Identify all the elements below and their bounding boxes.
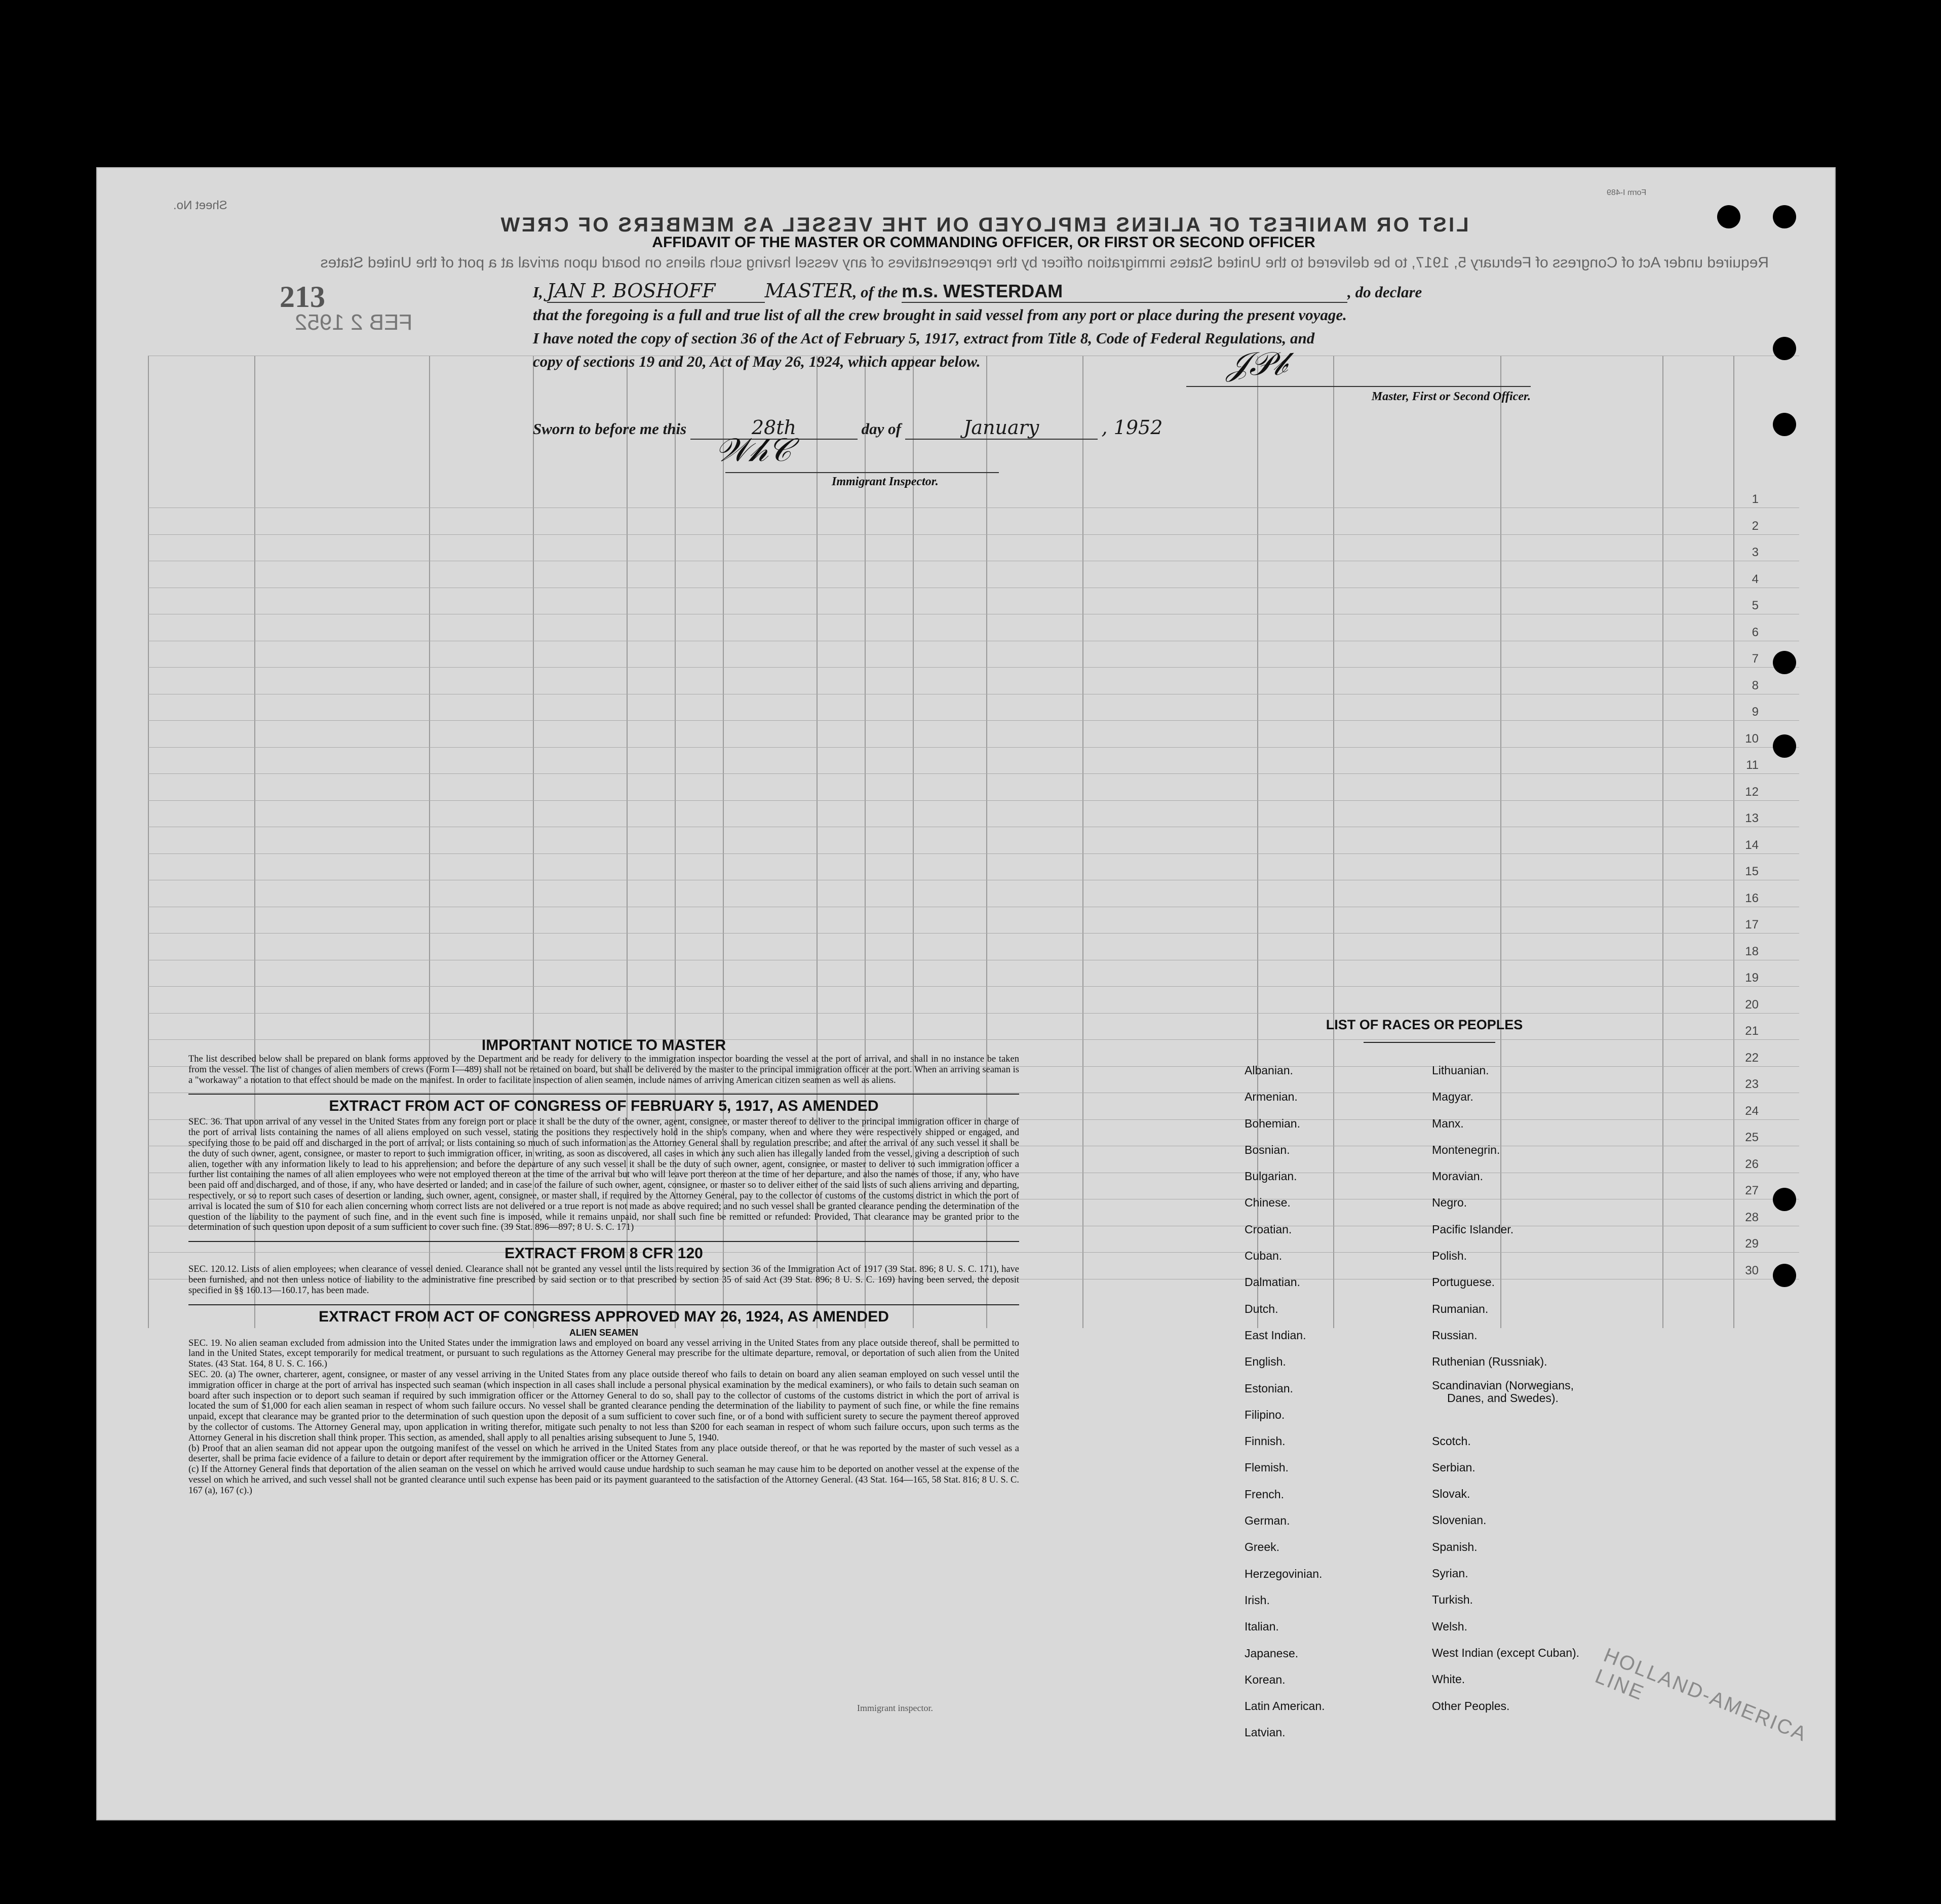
notice-body: The list described below shall be prepared on blank forms approved by the Department and be ready for delivery to the immigration inspector boarding the vessel at the port of arrival, and shall in no instance be taken from the vessel. The list of changes of alien members of crews (Form I—489) shall not be retained on board, but shall be delivered by the master to the principal immigration officer at the port. When an arriving seaman is a "workaway" a notation to that effect should be made on the manifest. In order to facilitate inspection of alien seamen, include names of arriving American citizen seamen as well as aliens. — [188, 1054, 1019, 1085]
row-number: 17 — [1745, 918, 1759, 931]
race-entry: Italian. — [1245, 1620, 1279, 1634]
race-entry: Spanish. — [1432, 1540, 1478, 1553]
row-number: 5 — [1752, 599, 1759, 612]
row-rule — [148, 933, 1799, 934]
row-rule — [148, 534, 1799, 535]
race-entry: Montenegrin. — [1432, 1143, 1500, 1156]
row-rule — [148, 800, 1799, 801]
race-entry: Chinese. — [1245, 1196, 1291, 1210]
race-entry: Rumanian. — [1432, 1302, 1489, 1315]
affidavit-line-3: I have noted the copy of section 36 of the Act of February 5, 1917, extract from Title 8, Code of Federal Regulations, and — [533, 329, 1315, 347]
column-rule — [1733, 356, 1734, 1328]
sheet-number-label: Sheet No. — [173, 199, 227, 212]
manifest-sheet — [96, 167, 1836, 1820]
column-rule — [1662, 356, 1663, 1328]
race-entry: Bohemian. — [1245, 1116, 1300, 1130]
race-entry: Bosnian. — [1245, 1143, 1290, 1156]
row-number: 20 — [1745, 997, 1759, 1012]
inspector-signature-line — [725, 472, 999, 473]
race-entry: Armenian. — [1245, 1090, 1298, 1104]
row-number: 29 — [1745, 1237, 1759, 1251]
race-entry: Cuban. — [1245, 1249, 1283, 1263]
column-rule — [1082, 356, 1083, 1328]
race-entry: East Indian. — [1245, 1328, 1306, 1342]
punch-hole — [1773, 413, 1796, 436]
affidavit-title: AFFIDAVIT OF THE MASTER OR COMMANDING OFFICER, OR FIRST OR SECOND OFFICER — [652, 234, 1315, 251]
row-rule — [148, 1013, 1799, 1014]
race-entry: White. — [1432, 1673, 1465, 1686]
master-name: JAN P. BOSHOFF — [547, 280, 765, 303]
row-number: 11 — [1746, 758, 1759, 772]
race-entry: Herzegovinian. — [1245, 1567, 1323, 1580]
requirement-text: Required under Act of Congress of February 5, 1917, to be delivered to the United States immigration officer by the representatives of any vessel having such aliens on board upon arrival at a port of the United States — [320, 254, 1769, 271]
row-number: 27 — [1745, 1184, 1759, 1197]
notice-section — [188, 1037, 1019, 1496]
punch-hole — [1773, 651, 1796, 674]
row-number: 3 — [1752, 546, 1759, 559]
race-entry: Croatian. — [1245, 1222, 1292, 1236]
column-rule — [148, 356, 149, 1328]
race-entry: Slovenian. — [1432, 1513, 1487, 1527]
extract-1917-heading: EXTRACT FROM ACT OF CONGRESS OF FEBRUARY 5, 1917, AS AMENDED — [188, 1094, 1019, 1115]
race-entry: Dalmatian. — [1245, 1275, 1300, 1289]
row-number: 30 — [1745, 1263, 1759, 1277]
row-rule — [148, 667, 1799, 668]
race-entry: Serbian. — [1432, 1460, 1476, 1474]
race-entry: Dutch. — [1245, 1302, 1278, 1315]
extract-1924-heading: EXTRACT FROM ACT OF CONGRESS APPROVED MAY 26, 1924, AS AMENDED — [188, 1304, 1019, 1326]
affidavit-line-4: copy of sections 19 and 20, Act of May 26, 1924, which appear below. — [533, 353, 981, 370]
race-entry: Moravian. — [1432, 1170, 1483, 1183]
race-entry: Manx. — [1432, 1116, 1464, 1130]
notice-heading: IMPORTANT NOTICE TO MASTER — [481, 1037, 726, 1054]
document-title: LIST OR MANIFEST OF ALIENS EMPLOYED ON THE VESSEL AS MEMBERS OF CREW — [498, 214, 1469, 236]
extract-1924-sec20c: (c) If the Attorney General finds that deportation of the alien seaman on the vessel on which he arrived would cause undue hardship to such seaman he may cause him to be deported on another vessel at the expense of the vessel on which he arrived, and such vessel shall not be granted clearance until such expense has been paid or its payment guaranteed to the satisfaction of the Attorney General. (43 Stat. 164—165, 58 Stat. 816; 8 U. S. C. 167 (a), 167 (c).) — [188, 1464, 1019, 1496]
punch-hole — [1773, 337, 1796, 360]
vessel-name: m.s. WESTERDAM — [902, 281, 1347, 303]
race-entry: Danes, and Swedes). — [1447, 1391, 1559, 1405]
race-entry: Russian. — [1432, 1328, 1478, 1342]
row-number: 6 — [1752, 625, 1759, 639]
race-entry: Welsh. — [1432, 1619, 1467, 1633]
extract-cfr-heading: EXTRACT FROM 8 CFR 120 — [188, 1241, 1019, 1262]
race-entry: Ruthenian (Russniak). — [1432, 1355, 1547, 1369]
race-entry: Korean. — [1245, 1673, 1286, 1686]
race-entry: Syrian. — [1432, 1567, 1468, 1580]
race-entry: Greek. — [1245, 1540, 1280, 1554]
row-number: 13 — [1745, 811, 1759, 825]
race-entry: Lithuanian. — [1432, 1064, 1489, 1077]
row-number: 4 — [1752, 572, 1759, 586]
row-number: 9 — [1752, 705, 1759, 719]
punch-hole — [1773, 1264, 1796, 1287]
company-stamp: HOLLAND-AMERICA LINE — [1591, 1644, 1810, 1746]
race-entry: Polish. — [1432, 1249, 1467, 1263]
inspector-signature: 𝒲𝒽𝒞 — [715, 432, 792, 469]
row-rule — [148, 853, 1799, 854]
row-number: 7 — [1752, 652, 1759, 666]
punch-hole — [1773, 205, 1796, 228]
races-title: LIST OF RACES OR PEOPLES — [1326, 1017, 1523, 1032]
affidavit-text: , of the — [852, 283, 898, 301]
affidavit-text: , do declare — [1347, 283, 1422, 301]
row-number: 19 — [1745, 971, 1759, 985]
extract-1924-sec20a: SEC. 20. (a) The owner, charterer, agent, consignee, or master of any vessel arriving in the United States from any place outside thereof who fails to detain on board any alien seaman employed on such vessel until the immigration officer in charge at the port of arrival has inspected such seaman (which inspection in all cases shall include a personal physical examination by the medical examiners), or who fails to detain such seaman on board after such inspection or to deport such seaman if required by such immigration officer or the Attorney General to do so, shall pay to the collector of customs of the customs district in which the port of arrival is located the sum of $1,000 for each alien seaman in respect of whom such failure occurs. No vessel shall be granted clearance pending the determination of the liability to payment of such fine, or while the fine remains unpaid, except that clearance may be granted prior to the determination of such question upon the deposit of a sum sufficient to cover such fine, or of a bond with sufficient surety to secure the payment thereof approved by the collector of customs. The Attorney General may, upon application in writing therefor, mitigate such penalty to not less than $200 for each seaman in respect of whom such failure occurs, upon such terms as the Attorney General in his discretion shall think proper. This section, as amended, shall apply to all penalties arising subsequent to June 5, 1940. — [188, 1369, 1019, 1443]
row-number: 1 — [1752, 492, 1759, 506]
race-entry: Estonian. — [1245, 1381, 1293, 1395]
race-entry: Turkish. — [1432, 1593, 1473, 1607]
race-entry: Irish. — [1245, 1593, 1270, 1607]
race-entry: Latin American. — [1245, 1699, 1325, 1713]
punch-hole — [1717, 205, 1740, 228]
race-entry: Magyar. — [1432, 1090, 1473, 1104]
row-number: 10 — [1745, 731, 1759, 746]
race-entry: Filipino. — [1245, 1408, 1285, 1421]
extract-1917-body: SEC. 36. That upon arrival of any vessel in the United States from any foreign port or place it shall be the duty of the owner, agent, consignee, or master thereof to deliver to the principal immigration officer in charge of the port of arrival lists containing the names of all aliens employed on such vessel, stating the positions they respectively hold in the ship's company, when and where they were respectively shipped or engaged, and specifying those to be paid off and discharged in the port of arrival; or lists containing so much of such information as the Attorney General shall by regulation prescribe; and after the arrival of any such vessel it shall be the duty of such owner, agent, consignee, or master to report to such immigration officer, in writing, as soon as discovered, all cases in which any such alien has illegally landed from the vessel, giving a description of such alien, together with any information likely to lead to his apprehension; and before the departure of any such vessel it shall be the duty of such owner, agent, consignee, or master to deliver to such immigration officer a further list containing the names of all alien employees who were not employed thereon at the time of the arrival but who will leave port thereon at the time of her departure, and also the names of those, if any, who have been paid off and discharged, and of those, if any, who have deserted or landed; and in case of the failure of such owner, agent, consignee, or master so to deliver either of the said lists of such aliens arriving and departing, respectively, or so to report such cases of desertion or landing, such owner, agent, consignee, or master shall, if required by the Attorney General, pay to the collector of customs of the customs district in which the port of arrival is located the sum of $10 for each alien concerning whom correct lists are not delivered or a true report is not made as above required; and no such vessel shall be granted clearance pending the determination of the question of the liability to the payment of such fine, and in the event such fine is imposed, while it remains unpaid, nor shall such fine be remitted or refunded: Provided, That clearance may be granted prior to the determination of such question upon deposit of a sum sufficient to cover such fine. (39 Stat. 896—897; 8 U. S. C. 171) — [188, 1117, 1019, 1233]
race-entry: Slovak. — [1432, 1487, 1470, 1501]
affidavit-line-2: that the foregoing is a full and true list of all the crew brought in said vessel from any port or place during the present voyage. — [533, 306, 1347, 324]
row-number: 23 — [1745, 1077, 1759, 1091]
stamp-number: 213 — [280, 280, 325, 314]
race-entry: Other Peoples. — [1432, 1699, 1510, 1713]
race-entry: Bulgarian. — [1245, 1170, 1297, 1183]
master-signature: 𝒥𝒫𝒷 — [1227, 345, 1287, 383]
extract-1924-subheading: ALIEN SEAMEN — [569, 1327, 638, 1338]
column-rule — [1333, 356, 1334, 1328]
race-entry: Albanian. — [1245, 1064, 1293, 1077]
affidavit-text: I, — [533, 283, 543, 301]
row-number: 28 — [1745, 1210, 1759, 1224]
sworn-text: Sworn to before me this — [533, 420, 687, 438]
sworn-line — [533, 416, 1546, 440]
race-entry: West Indian (except Cuban). — [1432, 1646, 1580, 1659]
row-number: 21 — [1745, 1024, 1759, 1038]
race-entry: German. — [1245, 1514, 1290, 1528]
sworn-year: , 1952 — [1101, 416, 1163, 439]
row-rule — [148, 720, 1799, 721]
sworn-day: 28th — [690, 416, 858, 440]
punch-hole — [1773, 1188, 1796, 1211]
race-entry: Flemish. — [1245, 1461, 1289, 1474]
row-number: 12 — [1745, 785, 1759, 799]
form-number: Form I-489 — [1607, 188, 1647, 197]
race-entry: Scandinavian (Norwegians, — [1432, 1378, 1574, 1392]
footer-inspector-label: Immigrant inspector. — [857, 1703, 933, 1713]
race-entry: Finnish. — [1245, 1434, 1286, 1448]
extract-1924-sec19: SEC. 19. No alien seaman excluded from admission into the United States under the immigration laws and employed on board any vessel arriving in the United States from any place outside thereof, shall be permitted to land in the United States, except temporarily for medical treatment, or pursuant to such regulations as the Attorney General may prescribe for the ultimate departure, removal, or deportation of such alien from the United States. (43 Stat. 164, 8 U. S. C. 166.) — [188, 1338, 1019, 1370]
row-rule — [148, 986, 1799, 987]
row-number: 18 — [1745, 944, 1759, 958]
signature-line — [1186, 386, 1531, 387]
row-number: 24 — [1745, 1104, 1759, 1118]
race-entry: English. — [1245, 1355, 1286, 1369]
row-number: 22 — [1745, 1051, 1759, 1065]
row-rule — [148, 773, 1799, 774]
row-number: 15 — [1745, 865, 1759, 878]
row-number: 16 — [1745, 891, 1759, 905]
race-entry: Scotch. — [1432, 1434, 1471, 1448]
race-entry: Pacific Islander. — [1432, 1222, 1514, 1236]
row-number: 2 — [1752, 519, 1759, 533]
date-stamp: FEB 2 1952 — [295, 310, 413, 335]
race-entry: Japanese. — [1245, 1646, 1299, 1660]
sworn-text: day of — [861, 420, 901, 438]
extract-cfr-body: SEC. 120.12. Lists of alien employees; when clearance of vessel denied. Clearance shall not be granted any vessel until the lists required by section 36 of the Immigration Act of 1917 (39 Stat. 896; 8 U. S. C. 171), have been furnished, and not then unless notice of liability to the administrative fine prescribed by said section or to that prescribed by section 35 of said Act (39 Stat. 896; 8 U. S. C. 169) having been served, the deposit specified in §§ 160.13—160.17, has been made. — [188, 1264, 1019, 1296]
races-rule — [1364, 1042, 1495, 1043]
signature-label: Master, First or Second Officer. — [1371, 390, 1531, 403]
master-title: MASTER — [764, 280, 853, 302]
sworn-month: January — [905, 416, 1098, 440]
race-entry: Negro. — [1432, 1196, 1467, 1210]
punch-hole — [1773, 734, 1796, 758]
race-entry: French. — [1245, 1487, 1284, 1501]
inspector-label: Immigrant Inspector. — [832, 475, 939, 488]
row-number: 14 — [1745, 838, 1759, 852]
race-entry: Portuguese. — [1432, 1275, 1495, 1289]
affidavit-line-1 — [533, 280, 1546, 303]
row-number: 25 — [1745, 1131, 1759, 1144]
row-number: 26 — [1745, 1157, 1759, 1171]
race-entry: Latvian. — [1245, 1726, 1286, 1739]
extract-1924-sec20b: (b) Proof that an alien seaman did not appear upon the outgoing manifest of the vessel on which he arrived in the United States from any place outside thereof, or that he was reported by the master of such vessel as a deserter, shall be prima facie evidence of a failure to detain or deport after requirement by the immigration officer or the Attorney General. — [188, 1443, 1019, 1464]
races-right-column — [1432, 1057, 1579, 1719]
races-left-column — [1245, 1057, 1325, 1746]
row-number: 8 — [1752, 678, 1759, 692]
row-rule — [148, 747, 1799, 748]
